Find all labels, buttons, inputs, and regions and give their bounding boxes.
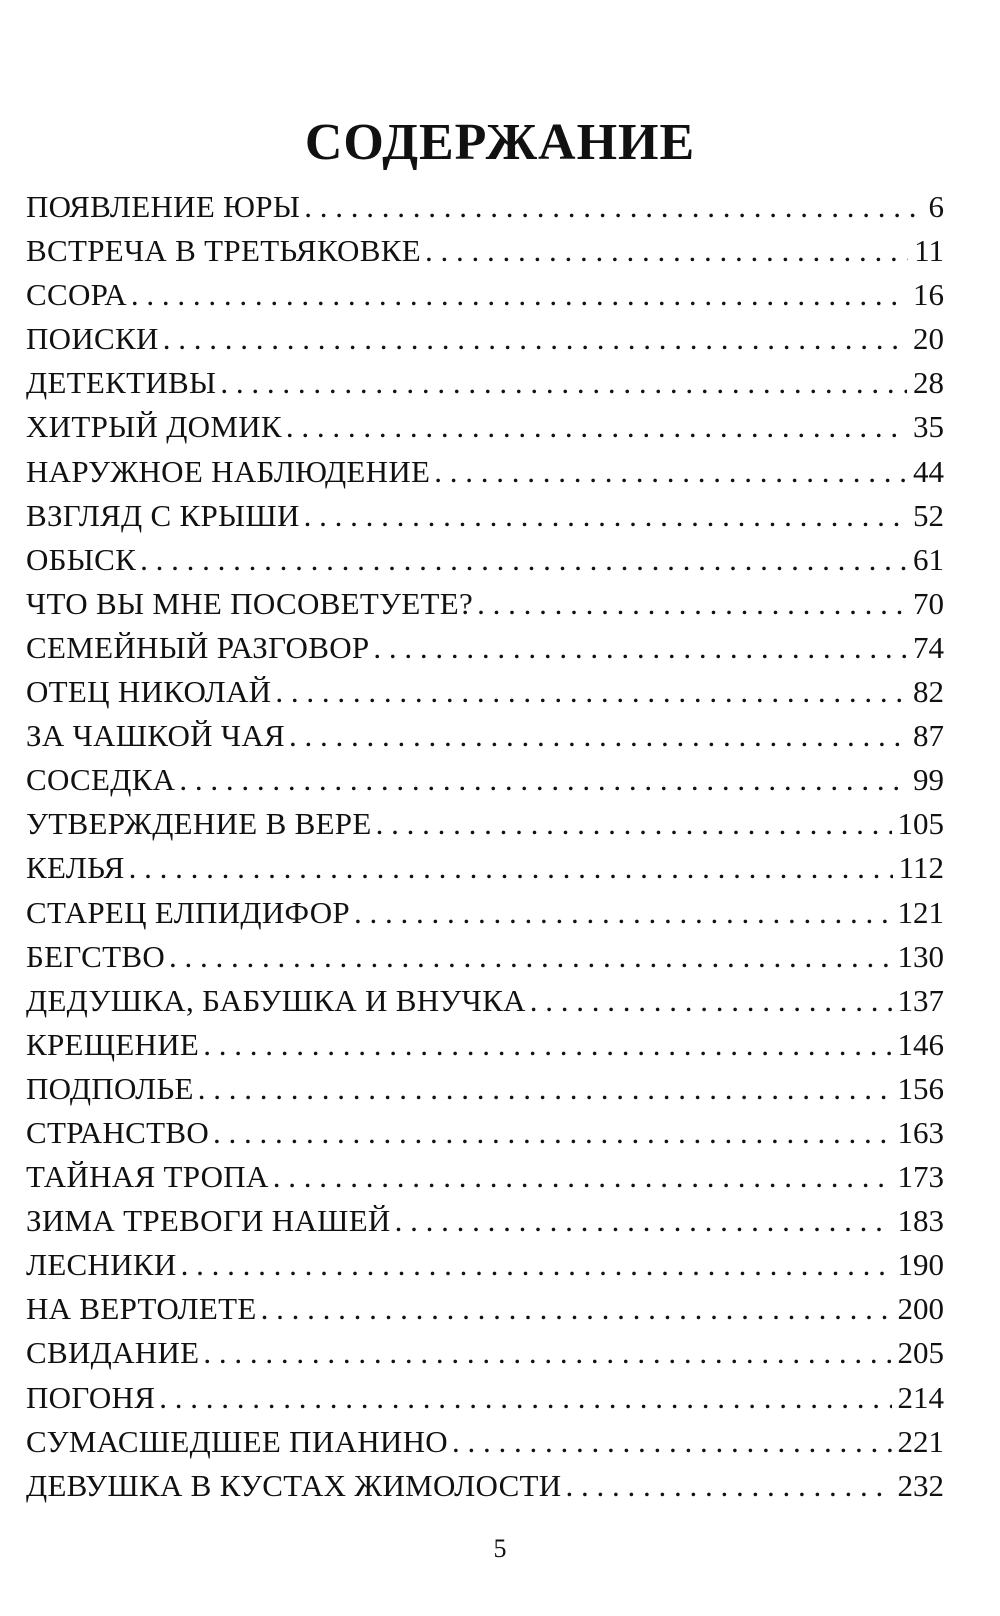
toc-entry-page: 205 [897,1335,944,1371]
toc-entry-page: 52 [913,497,944,533]
toc-entry-page: 11 [914,233,944,269]
toc-entry [26,317,944,361]
toc-entry-page: 173 [897,1159,944,1195]
toc-entry-title: СТАРЕЦ ЕЛПИДИФОР [26,894,350,930]
toc-entry [26,1420,944,1464]
dot-leader [169,935,891,979]
dot-leader [203,1023,891,1067]
toc-entry [26,670,944,714]
dot-leader [304,185,922,229]
toc-entry [26,538,944,582]
toc-entry [26,185,944,229]
toc-entry-title: ТАЙНАЯ ТРОПА [26,1159,269,1195]
toc-entry-title: ДЕВУШКА В КУСТАХ ЖИМОЛОСТИ [26,1467,562,1503]
toc-entry-title: КЕЛЬЯ [26,850,125,886]
toc-entry [26,1155,944,1199]
dot-leader [179,758,907,802]
toc-entry [26,1067,944,1111]
toc-entry-title: БЕГСТВО [26,938,166,974]
toc-entry [26,229,944,273]
toc-entry-title: НА ВЕРТОЛЕТЕ [26,1291,257,1327]
dot-leader [159,1376,891,1420]
toc-entry [26,935,944,979]
toc-entry [26,758,944,802]
toc-entry-title: ССОРА [26,277,127,313]
toc-entry-title: СТРАНСТВО [26,1114,210,1150]
dot-leader [289,714,907,758]
toc-entry-page: 20 [913,321,944,357]
toc-entry [26,802,944,846]
dot-leader [304,494,907,538]
toc-entry-page: 44 [913,453,944,489]
toc-entry-title: ЗА ЧАШКОЙ ЧАЯ [26,718,286,754]
dot-leader [286,405,907,449]
toc-entry [26,891,944,935]
page-number: 5 [493,1534,507,1563]
toc-entry-title: ЧТО ВЫ МНЕ ПОСОВЕТУЕТЕ? [26,585,474,621]
toc-entry-title: СОСЕДКА [26,762,176,798]
dot-leader [373,626,907,670]
toc-entry-page: 190 [897,1247,944,1283]
toc-entry-page: 183 [897,1203,944,1239]
toc-entry-page: 214 [897,1379,944,1415]
toc-entry [26,405,944,449]
toc-entry-title: СЕМЕЙНЫЙ РАЗГОВОР [26,629,370,665]
toc-entry-page: 130 [897,938,944,974]
dot-leader [273,1155,892,1199]
toc-entry-page: 156 [897,1070,944,1106]
toc-entry [26,450,944,494]
toc-entry-title: ОТЕЦ НИКОЛАЙ [26,674,272,710]
toc-entry [26,1287,944,1331]
toc-entry [26,582,944,626]
toc-entry-page: 70 [913,585,944,621]
toc-entry-page: 221 [897,1423,944,1459]
toc-entry-title: ХИТРЫЙ ДОМИК [26,409,282,445]
dot-leader [477,582,907,626]
toc-entry-page: 200 [897,1291,944,1327]
toc-entry [26,1243,944,1287]
toc-entry-title: НАРУЖНОЕ НАБЛЮДЕНИЕ [26,453,431,489]
dot-leader [425,229,908,273]
toc-entry [26,1376,944,1420]
dot-leader [376,802,892,846]
toc-entry-title: ПОГОНЯ [26,1379,156,1415]
toc-entry-page: 82 [913,674,944,710]
toc-entry-title: ЗИМА ТРЕВОГИ НАШЕЙ [26,1203,391,1239]
toc-entry-title: ЛЕСНИКИ [26,1247,177,1283]
dot-leader [213,1111,891,1155]
toc-entry [26,979,944,1023]
toc-entry-title: ДЕДУШКА, БАБУШКА И ВНУЧКА [26,982,526,1018]
toc-entry-page: 6 [928,189,944,224]
toc-entry [26,273,944,317]
toc-entry [26,1331,944,1375]
toc-entry-page: 137 [897,982,944,1018]
toc-entry-title: ВСТРЕЧА В ТРЕТЬЯКОВКЕ [26,233,421,269]
dot-leader [261,1287,892,1331]
dot-leader [220,361,907,405]
toc-entry [26,846,944,890]
toc-entry-page: 99 [913,762,944,798]
dot-leader [163,317,907,361]
page-title: СОДЕРЖАНИЕ [304,113,696,171]
toc-entry-page: 61 [913,541,944,577]
table-of-contents [26,185,944,1508]
toc-entry [26,1023,944,1067]
toc-entry [26,494,944,538]
toc-entry-title: ПОДПОЛЬЕ [26,1070,194,1106]
dot-leader [131,273,907,317]
toc-entry-page: 105 [897,806,944,842]
toc-entry-title: КРЕЩЕНИЕ [26,1026,200,1062]
dot-leader [181,1243,892,1287]
dot-leader [203,1331,891,1375]
dot-leader [452,1420,892,1464]
dot-leader [198,1067,892,1111]
dot-leader [129,846,893,890]
dot-leader [140,538,907,582]
toc-entry-title: ДЕТЕКТИВЫ [26,365,217,401]
toc-entry-page: 74 [913,629,944,665]
dot-leader [565,1464,891,1508]
dot-leader [434,450,907,494]
toc-entry [26,361,944,405]
toc-entry-title: УТВЕРЖДЕНИЕ В ВЕРЕ [26,806,372,842]
toc-entry-page: 35 [913,409,944,445]
toc-entry [26,626,944,670]
toc-entry-page: 87 [913,718,944,754]
toc-entry-title: ВЗГЛЯД С КРЫШИ [26,497,300,533]
toc-entry [26,1464,944,1508]
toc-entry-title: СВИДАНИЕ [26,1335,200,1371]
toc-entry [26,1199,944,1243]
toc-entry-page: 112 [898,850,944,886]
toc-entry-page: 16 [913,277,944,313]
toc-entry-page: 28 [913,365,944,401]
toc-entry-title: ОБЫСК [26,541,137,577]
toc-entry-title: ПОЯВЛЕНИЕ ЮРЫ [26,189,301,224]
dot-leader [275,670,907,714]
dot-leader [395,1199,892,1243]
dot-leader [530,979,892,1023]
toc-entry-page: 163 [897,1114,944,1150]
toc-entry-title: ПОИСКИ [26,321,159,357]
dot-leader [354,891,892,935]
toc-entry-page: 121 [897,894,944,930]
toc-entry [26,714,944,758]
toc-entry [26,1111,944,1155]
toc-entry-title: СУМАСШЕДШЕЕ ПИАНИНО [26,1423,448,1459]
toc-entry-page: 232 [897,1467,944,1503]
toc-entry-page: 146 [897,1026,944,1062]
